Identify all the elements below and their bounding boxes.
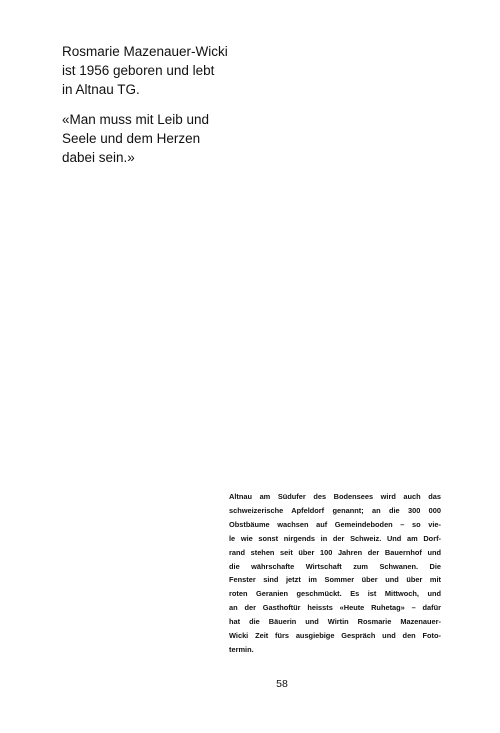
author-intro: [62, 42, 302, 99]
quote-line: Seele und dem Herzen: [62, 131, 201, 146]
body-line: roten Geranien geschmückt. Es ist Mittwoch, und: [229, 589, 441, 599]
pull-quote: [62, 110, 302, 167]
body-line: Obstbäume wachsen auf Gemeindeboden – so vie-: [229, 519, 441, 529]
body-line: die währschafte Wirtschaft zum Schwanen. Die: [229, 561, 441, 571]
body-paragraph: [229, 490, 441, 657]
quote-line: «Man muss mit Leib und: [62, 112, 210, 127]
body-line: schweizerische Apfeldorf genannt; an die 300 000: [229, 505, 441, 515]
page-number: 58: [276, 678, 288, 690]
intro-line: in Altnau TG.: [62, 82, 140, 97]
intro-line: ist 1956 geboren und lebt: [62, 63, 215, 78]
body-line: termin.: [229, 644, 254, 654]
body-line: le wie sonst nirgends in der Schweiz. Und am Dorf-: [229, 533, 441, 543]
body-line: Altnau am Südufer des Bodensees wird auch das: [229, 492, 441, 501]
body-line: an der Gasthoftür heissts «Heute Ruhetag» – dafür: [229, 603, 441, 613]
quote-line: dabei sein.»: [62, 150, 135, 165]
intro-line: Rosmarie Mazenauer-Wicki: [62, 44, 228, 59]
body-line: Wicki Zeit fürs ausgiebige Gespräch und den Foto-: [229, 631, 441, 641]
body-line: rand stehen seit über 100 Jahren der Bauernhof und: [229, 547, 441, 557]
body-line: hat die Bäuerin und Wirtin Rosmarie Mazenauer-: [229, 617, 441, 627]
body-line: Fenster sind jetzt im Sommer über und über mit: [229, 575, 441, 585]
